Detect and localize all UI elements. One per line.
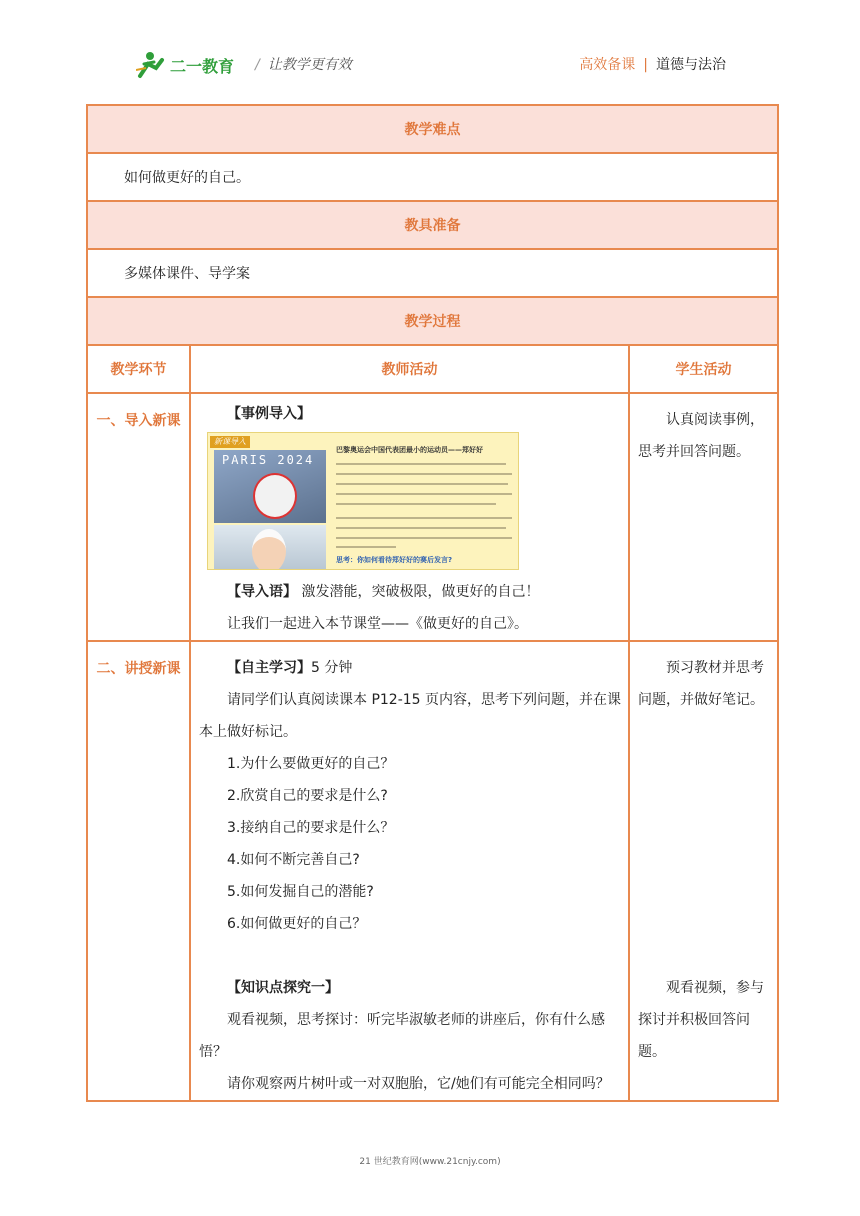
text-line — [336, 473, 512, 475]
text-line — [336, 483, 508, 485]
process-title: 教学过程 — [87, 297, 778, 345]
question-item: 1.为什么要做更好的自己？ — [227, 756, 395, 772]
question-item: 6.如何做更好的自己？ — [227, 916, 367, 932]
article-title: 巴黎奥运会中国代表团最小的运动员——郑好好 — [336, 446, 483, 454]
question-item: 5.如何发掘自己的潜能? — [227, 884, 374, 900]
difficulty-content: 如何做更好的自己。 — [87, 153, 778, 201]
think-question: 思考：你如何看待郑好好的赛后发言? — [336, 556, 453, 564]
page-header — [0, 0, 860, 100]
enter-line: 让我们一起进入本节课堂——《做更好的自己》。 — [227, 616, 528, 632]
table-row — [87, 641, 778, 1101]
student-text: 观看视频，参与探讨并积极回答问题。 — [638, 980, 764, 1060]
text-line — [336, 546, 396, 548]
logo — [136, 50, 246, 80]
text-line — [336, 517, 512, 519]
teacher-activity-intro — [190, 393, 629, 641]
tools-content: 多媒体课件、导学案 — [87, 249, 778, 297]
footer: 21 世纪教育网(www.21cnjy.com) — [359, 1157, 501, 1167]
student-text: 认真阅读事例，思考并回答问题。 — [638, 412, 764, 460]
column-header-teacher: 教师活动 — [190, 345, 629, 393]
student-activity-new — [629, 641, 778, 1101]
logo-text: 二一教育 — [170, 57, 235, 76]
student-activity-intro — [629, 393, 778, 641]
header-right: 高效备课 | 道德与法治 — [579, 57, 726, 73]
case-intro-heading: 【事例导入】 — [227, 406, 311, 422]
slogan: / 让教学更有效 — [255, 57, 352, 73]
paris-banner: PARIS 2024 — [222, 453, 315, 467]
athlete-figure — [253, 473, 297, 519]
text-line — [336, 537, 512, 539]
text-line — [336, 493, 512, 495]
question-item: 2.欣赏自己的要求是什么? — [227, 788, 388, 804]
column-header-stage: 教学环节 — [87, 345, 190, 393]
lesson-plan-table — [86, 104, 779, 1102]
image-tag: 新课导入 — [210, 436, 250, 448]
self-study-line: 【自主学习】5 分钟 — [227, 660, 353, 676]
stage-new-lesson: 二、讲授新课 — [87, 641, 190, 1101]
subject-label: 道德与法治 — [656, 57, 726, 73]
difficulty-title: 教学难点 — [87, 105, 778, 153]
slogan-text: 让教学更有效 — [267, 57, 352, 73]
explore-text: 观看视频，思考探讨：听完毕淑敏老师的讲座后，你有什么感悟？ — [199, 1012, 605, 1060]
course-label: 高效备课 — [579, 57, 636, 73]
athlete-face — [252, 529, 286, 570]
text-line — [336, 463, 506, 465]
stage-intro: 一、导入新课 — [87, 393, 190, 641]
spacer — [199, 940, 622, 972]
explore-heading: 【知识点探究一】 — [227, 980, 339, 996]
teacher-activity-new — [190, 641, 629, 1101]
text-line — [336, 527, 506, 529]
text-line — [336, 503, 496, 505]
explore-text: 请你观察两片树叶或一对双胞胎，它/她们有可能完全相同吗？ — [227, 1076, 610, 1092]
tools-title: 教具准备 — [87, 201, 778, 249]
intro-line: 【导入语】 激发潜能，突破极限，做更好的自己！ — [227, 584, 540, 600]
case-image — [207, 432, 519, 570]
question-item: 3.接纳自己的要求是什么？ — [227, 820, 395, 836]
table-row — [87, 393, 778, 641]
instruction-text: 请同学们认真阅读课本 P12-15 页内容，思考下列问题，并在课本上做好标记。 — [199, 692, 622, 740]
student-text: 预习教材并思考问题，并做好笔记。 — [638, 660, 764, 708]
question-item: 4.如何不断完善自己? — [227, 852, 360, 868]
column-header-student: 学生活动 — [629, 345, 778, 393]
